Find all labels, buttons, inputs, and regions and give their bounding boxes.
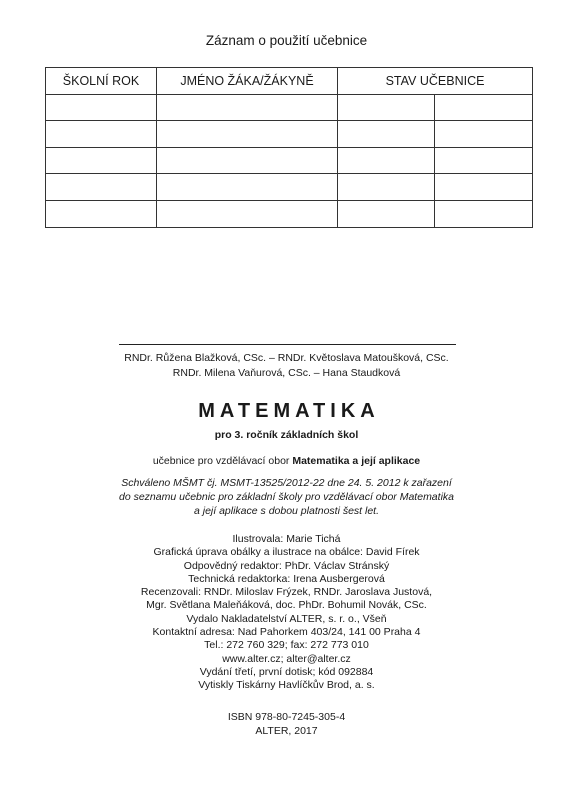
table-row — [46, 147, 533, 174]
education-area-prefix: učebnice pro vzdělávací obor — [152, 455, 293, 467]
authors-line: RNDr. Milena Vaňurová, CSc. – Hana Staudková — [172, 367, 401, 379]
book-subtitle: pro 3. ročník základních škol — [214, 429, 359, 441]
table-cell[interactable] — [157, 147, 338, 174]
credit-phone: Tel.: 272 760 329; fax: 272 773 010 — [204, 639, 369, 652]
credit-editor: Odpovědný redaktor: PhDr. Václav Stránský — [183, 559, 390, 572]
table-cell[interactable] — [46, 94, 157, 121]
table-row — [46, 94, 533, 121]
approval-block — [0, 476, 573, 518]
table-cell[interactable] — [435, 94, 533, 121]
table-cell[interactable] — [46, 200, 157, 227]
credit-illustrator: Ilustrovala: Marie Tichá — [232, 533, 341, 545]
credit-reviewers-cont: Mgr. Světlana Maleňáková, doc. PhDr. Bohumil Novák, CSc. — [146, 599, 427, 612]
table-cell[interactable] — [338, 121, 435, 148]
credits-block — [0, 533, 573, 693]
credit-web-email: www.alter.cz; alter@alter.cz — [222, 652, 351, 665]
approval-line: Schváleno MŠMT čj. MSMT-13525/2012-22 dne 24. 5. 2012 k zařazení — [121, 477, 452, 489]
approval-line: do seznamu učebnic pro základní školy pro vzdělávací obor Matematika — [118, 491, 454, 503]
divider-line — [119, 344, 456, 345]
authors-block — [0, 351, 573, 381]
table-cell[interactable] — [338, 94, 435, 121]
usage-record-table — [45, 67, 533, 228]
table-header-row — [46, 68, 533, 95]
credit-cover-design: Grafická úprava obálky a ilustrace na obálce: David Fírek — [153, 546, 420, 559]
table-cell[interactable] — [338, 200, 435, 227]
publisher-year: ALTER, 2017 — [255, 725, 318, 737]
education-area — [0, 455, 573, 467]
table-cell[interactable] — [435, 200, 533, 227]
credit-reviewers: Recenzovali: RNDr. Miloslav Frýzek, RNDr. Jaroslava Justová, — [140, 586, 433, 599]
header-student-name: JMÉNO ŽÁKA/ŽÁKYNĚ — [157, 68, 338, 95]
isbn: ISBN 978-80-7245-305-4 — [227, 711, 346, 723]
table-cell[interactable] — [435, 121, 533, 148]
table-cell[interactable] — [157, 121, 338, 148]
table-cell[interactable] — [46, 147, 157, 174]
table-cell[interactable] — [157, 200, 338, 227]
education-area-name: Matematika a její aplikace — [292, 455, 421, 467]
table-cell[interactable] — [435, 174, 533, 201]
credit-technical-editor: Technická redaktorka: Irena Ausbergerová — [188, 572, 385, 585]
table-row — [46, 174, 533, 201]
table-cell[interactable] — [46, 174, 157, 201]
table-cell[interactable] — [338, 174, 435, 201]
table-cell[interactable] — [435, 147, 533, 174]
table-cell[interactable] — [338, 147, 435, 174]
approval-line: a její aplikace s dobou platnosti šest let. — [193, 505, 380, 517]
credit-publisher: Vydalo Nakladatelství ALTER, s. r. o., Všeň — [186, 612, 387, 625]
header-school-year: ŠKOLNÍ ROK — [46, 68, 157, 95]
authors-line: RNDr. Růžena Blažková, CSc. – RNDr. Květoslava Matoušková, CSc. — [124, 352, 449, 364]
table-row — [46, 200, 533, 227]
table-cell[interactable] — [46, 121, 157, 148]
table-cell[interactable] — [157, 174, 338, 201]
credit-edition: Vydání třetí, první dotisk; kód 092884 — [199, 665, 374, 678]
table-cell[interactable] — [157, 94, 338, 121]
book-title: MATEMATIKA — [198, 400, 380, 422]
imprint-block — [0, 710, 573, 738]
credit-address: Kontaktní adresa: Nad Pahorkem 403/24, 141 00 Praha 4 — [152, 626, 421, 639]
credit-printer: Vytiskly Tiskárny Havlíčkův Brod, a. s. — [198, 679, 375, 692]
table-row — [46, 121, 533, 148]
header-book-condition: STAV UČEBNICE — [338, 68, 533, 95]
record-title: Záznam o použití učebnice — [205, 33, 368, 48]
